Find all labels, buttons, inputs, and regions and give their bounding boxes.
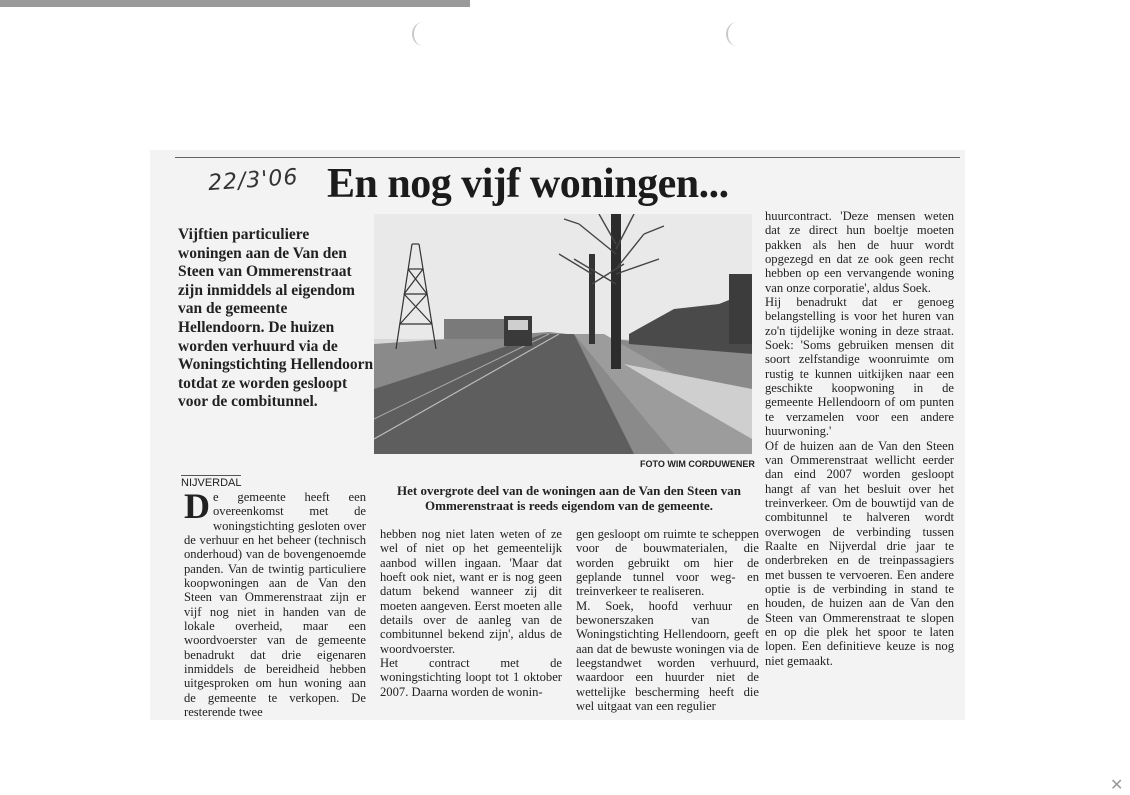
intro-paragraph: Vijftien particuliere woningen aan de Van den Steen van Ommerenstraat zijn inmiddels al eigendom van de gemeente Hellendoorn. De huizen worden verhuurd via de Woningstichting Hellendoorn totdat ze worden gesloopt voor de combitunnel. — [178, 226, 374, 411]
column-4-para-1: huurcontract. 'Deze mensen weten dat ze direct hun boeltje moeten pakken als hen de huur wordt opgezegd en dat ze ook geen recht hebben op een vervangende woning van onze corporatie', aldus Soek. — [765, 209, 954, 295]
photo-credit: FOTO WIM CORDUWENER — [640, 459, 755, 469]
column-3-para-1: gen gesloopt om ruimte te scheppen voor de bouwmaterialen, die worden gebruikt om hier de geplande tunnel voor weg- en treinverkeer te realiseren. — [576, 527, 759, 599]
column-4-para-2: Hij benadrukt dat er genoeg belangstelling is voor het huren van zo'n tijdelijke woning in deze straat. Soek: 'Soms gebruiken mensen dit soort zelfstandige woonruimte om rustig te kunnen uitkijken naar een geschikte koopwoning in de gemeente Hellendoorn of om punten te verzamelen voor een andere huurwoning.' — [765, 295, 954, 439]
drop-cap: D — [184, 486, 210, 526]
body-column-3 — [576, 527, 759, 713]
photo-caption: Het overgrote deel van de woningen aan de Van den Steen van Ommerenstraat is reeds eigendom van de gemeente. — [397, 483, 741, 513]
body-column-2 — [380, 527, 562, 699]
corner-mark-icon: ✕ — [1110, 775, 1124, 794]
punch-hole-right — [726, 22, 748, 46]
body-column-4 — [765, 209, 954, 668]
clipping-top-rule — [175, 157, 960, 158]
article-photo — [374, 214, 752, 454]
dateline-rule — [181, 475, 241, 476]
column-2-para-2: Het contract met de woningstichting loopt tot 1 oktober 2007. Daarna worden de wonin- — [380, 656, 562, 699]
column-2-para-1: hebben nog niet laten weten of ze wel of niet op het gemeentelijk aanbod willen ingaan. 'Maar dat hoeft ook niet, want er is nog geen datum bekend wanneer zij dit moeten aangeven. Eerst moeten alle details over de aanleg van de combitunnel bekend zijn', aldus de woordvoerster. — [380, 527, 562, 656]
punch-hole-left — [412, 22, 434, 46]
column-4-para-3: Of de huizen aan de Van den Steen van Ommerenstraat wellicht eerder dan eind 2007 worden gesloopt hangt af van het besluit over het treinverkeer. Om de bouwtijd van de combitunnel te halveren wordt overwogen de verbinding tussen Raalte en Nijverdal drie jaar te onderbreken en de treinpassagiers met bussen te vervoeren. Een andere optie is de verbinding in stand te houden, de huizen aan de Van den Steen van Ommerenstraat te slopen en op die plek het spoor te laten lopen. Een definitieve keuze is nog niet gemaakt. — [765, 438, 954, 668]
scan-top-strip — [0, 0, 470, 7]
handwritten-date: 22/3'06 — [207, 164, 300, 197]
column-1-text: e gemeente heeft een overeenkomst met de woningstichting gesloten over de verhuur en het beheer (technisch onderhoud) van de bovengenoemde panden. Van de twintig particuliere koopwoningen aan de Van den Steen van Ommerenstraat zijn er vijf nog niet in handen van de lokale overheid, maar een woordvoerster van de gemeente benadrukt dat drie eigenaren inmiddels de bereidheid hebben uitgesproken om hun woning aan de gemeente te verkopen. De resterende twee — [184, 490, 366, 720]
body-column-1 — [184, 486, 366, 720]
dateline: NIJVERDAL — [181, 477, 242, 489]
headline: En nog vijf woningen... — [327, 161, 729, 207]
column-3-para-2: M. Soek, hoofd verhuur en bewonerszaken van de Woningstichting Hellendoorn, geeft aan dat de bewuste woningen via de leegstandwet worden verhuurd, waardoor een huurder niet de wettelijke bescherming heeft die wel uitgaat van een regulier — [576, 598, 759, 714]
